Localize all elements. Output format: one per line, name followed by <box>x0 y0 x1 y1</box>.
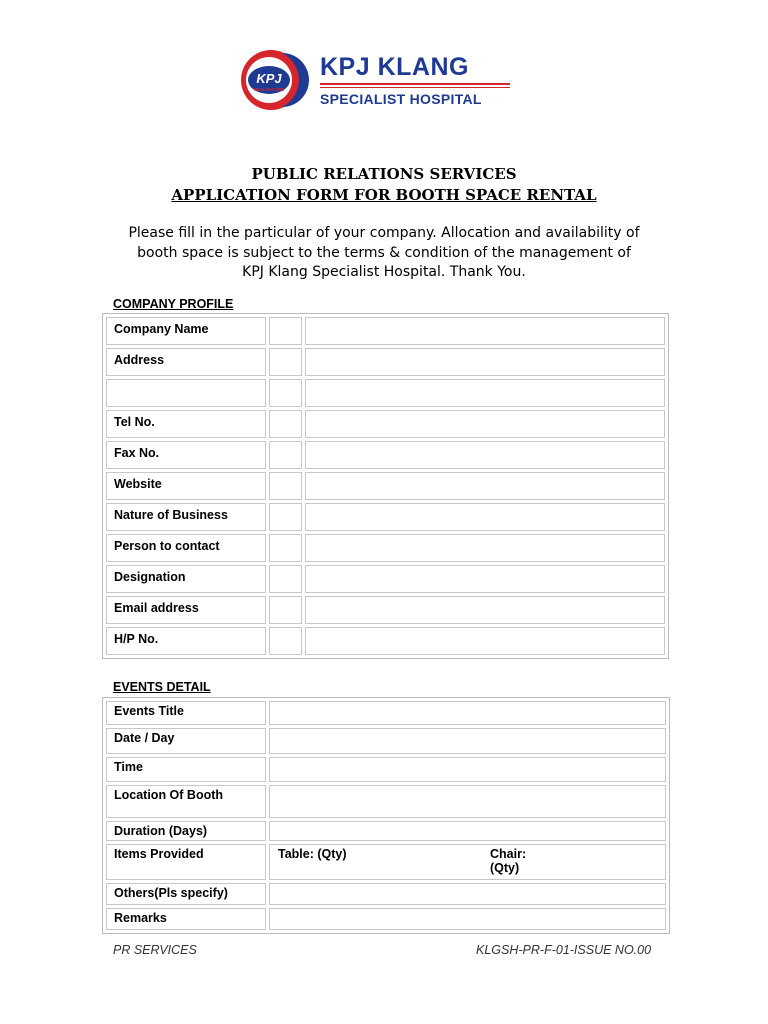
footer-right: KLGSH-PR-F-01-ISSUE NO.00 <box>476 943 652 957</box>
profile-field-label: H/P No. <box>106 627 266 655</box>
profile-separator-cell <box>269 410 302 438</box>
event-field-input[interactable] <box>269 821 666 841</box>
event-row <box>106 785 666 818</box>
logo-badge-text: KPJ <box>256 71 282 86</box>
kpj-logo-icon <box>234 47 314 113</box>
profile-field-input[interactable] <box>305 410 665 438</box>
remarks-input[interactable] <box>269 908 666 930</box>
profile-field-label: Website <box>106 472 266 500</box>
hospital-name: KPJ KLANG <box>320 53 469 81</box>
events-detail-heading: EVENTS DETAIL <box>113 680 211 694</box>
chair-qty-line2: (Qty) <box>490 861 520 875</box>
others-label: Others(Pls specify) <box>106 883 266 905</box>
profile-field-input[interactable] <box>305 627 665 655</box>
profile-row <box>106 410 665 438</box>
event-field-input[interactable] <box>269 701 666 725</box>
profile-row <box>106 627 665 655</box>
event-field-label: Events Title <box>106 701 266 725</box>
intro-line1: Please fill in the particular of your company. Allocation and availability of <box>128 225 640 241</box>
profile-field-label: Company Name <box>106 317 266 345</box>
event-field-input[interactable] <box>269 757 666 782</box>
profile-field-input[interactable] <box>305 565 665 593</box>
intro-paragraph <box>110 224 658 283</box>
profile-field-input[interactable] <box>305 534 665 562</box>
logo-badge-sub: HEALTHCARE <box>253 87 285 92</box>
events-detail-table <box>102 697 670 934</box>
profile-field-input[interactable] <box>305 348 665 376</box>
profile-row <box>106 565 665 593</box>
profile-separator-cell <box>269 503 302 531</box>
profile-row <box>106 503 665 531</box>
footer-left: PR SERVICES <box>113 943 197 957</box>
company-profile-table <box>102 313 669 659</box>
form-title-line2: APPLICATION FORM FOR BOOTH SPACE RENTAL <box>171 186 597 204</box>
profile-field-label: Designation <box>106 565 266 593</box>
company-profile-heading: COMPANY PROFILE <box>113 297 234 311</box>
hospital-logo <box>234 47 534 113</box>
profile-field-input[interactable] <box>305 503 665 531</box>
others-row <box>106 883 666 905</box>
table-qty-label: Table: (Qty) <box>278 847 347 861</box>
hospital-subtitle: SPECIALIST HOSPITAL <box>320 91 482 107</box>
items-provided-cell <box>269 844 666 880</box>
intro-line3: KPJ Klang Specialist Hospital. Thank You. <box>242 264 526 280</box>
remarks-label: Remarks <box>106 908 266 930</box>
form-title-line1: PUBLIC RELATIONS SERVICES <box>251 165 517 183</box>
event-row <box>106 821 666 841</box>
profile-separator-cell <box>269 596 302 624</box>
profile-field-input[interactable] <box>305 317 665 345</box>
profile-separator-cell <box>269 441 302 469</box>
profile-row <box>106 472 665 500</box>
chair-qty-line1: Chair: <box>490 847 527 861</box>
profile-separator-cell <box>269 472 302 500</box>
profile-field-input[interactable] <box>305 379 665 407</box>
profile-separator-cell <box>269 348 302 376</box>
profile-separator-cell <box>269 565 302 593</box>
event-field-label: Date / Day <box>106 728 266 754</box>
event-row <box>106 757 666 782</box>
profile-field-label: Person to contact <box>106 534 266 562</box>
profile-row <box>106 596 665 624</box>
event-row <box>106 701 666 725</box>
profile-field-label: Tel No. <box>106 410 266 438</box>
table-qty-input[interactable] <box>362 845 460 875</box>
profile-field-input[interactable] <box>305 596 665 624</box>
profile-separator-cell <box>269 317 302 345</box>
intro-line2: booth space is subject to the terms & condition of the management of <box>137 244 631 261</box>
profile-row <box>106 348 665 376</box>
event-field-label: Time <box>106 757 266 782</box>
profile-separator-cell <box>269 379 302 407</box>
profile-field-input[interactable] <box>305 441 665 469</box>
logo-rule <box>320 83 510 85</box>
profile-row <box>106 441 665 469</box>
chair-qty-input[interactable] <box>563 845 665 875</box>
logo-rule-thin <box>320 87 510 88</box>
profile-field-input[interactable] <box>305 472 665 500</box>
event-field-label: Location Of Booth <box>106 785 266 818</box>
event-row <box>106 728 666 754</box>
others-input[interactable] <box>269 883 666 905</box>
profile-field-label: Address <box>106 348 266 376</box>
remarks-row <box>106 908 666 930</box>
profile-field-label: Fax No. <box>106 441 266 469</box>
profile-separator-cell <box>269 627 302 655</box>
event-field-label: Duration (Days) <box>106 821 266 841</box>
items-provided-row <box>106 844 666 880</box>
profile-field-label: Nature of Business <box>106 503 266 531</box>
profile-row <box>106 379 665 407</box>
items-provided-label: Items Provided <box>106 844 266 880</box>
event-field-input[interactable] <box>269 785 666 818</box>
profile-field-label: Email address <box>106 596 266 624</box>
profile-field-label <box>106 379 266 407</box>
profile-separator-cell <box>269 534 302 562</box>
chair-qty-label <box>460 845 563 875</box>
profile-row <box>106 534 665 562</box>
event-field-input[interactable] <box>269 728 666 754</box>
profile-row <box>106 317 665 345</box>
